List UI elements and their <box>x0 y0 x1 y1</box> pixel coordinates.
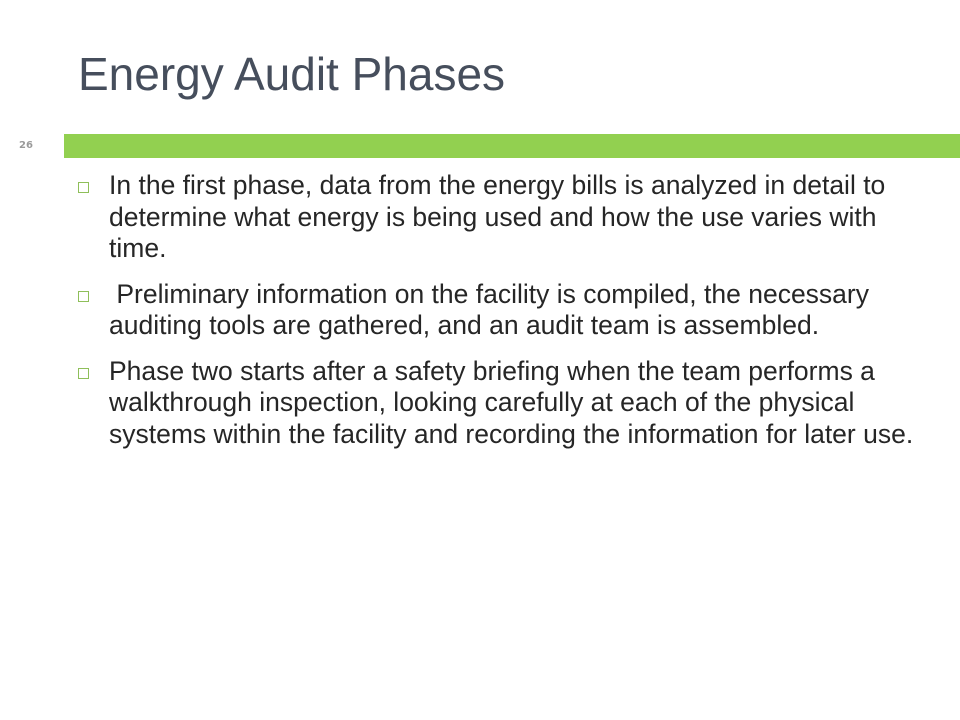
bullet-text: Phase two starts after a safety briefing when the team performs a walkthrough inspection, looking carefully at each of the physical systems within the facility and recording the information for later use. <box>109 355 914 449</box>
accent-bar <box>64 134 960 158</box>
slide-number: 26 <box>19 140 33 151</box>
hollow-square-icon <box>78 368 89 379</box>
bullet-item <box>74 279 934 342</box>
hollow-square-icon <box>78 182 89 193</box>
hollow-square-icon <box>78 291 89 302</box>
bullet-text: Preliminary information on the facility is compiled, the necessary auditing tools are gathered, and an audit team is assembled. <box>109 278 877 340</box>
slide-title: Energy Audit Phases <box>78 48 506 100</box>
bullet-text: In the first phase, data from the energy bills is analyzed in detail to determine what energy is being used and how the use varies with time. <box>109 170 886 263</box>
bullet-list <box>74 170 934 464</box>
bullet-item <box>74 356 934 451</box>
bullet-item <box>74 170 934 265</box>
